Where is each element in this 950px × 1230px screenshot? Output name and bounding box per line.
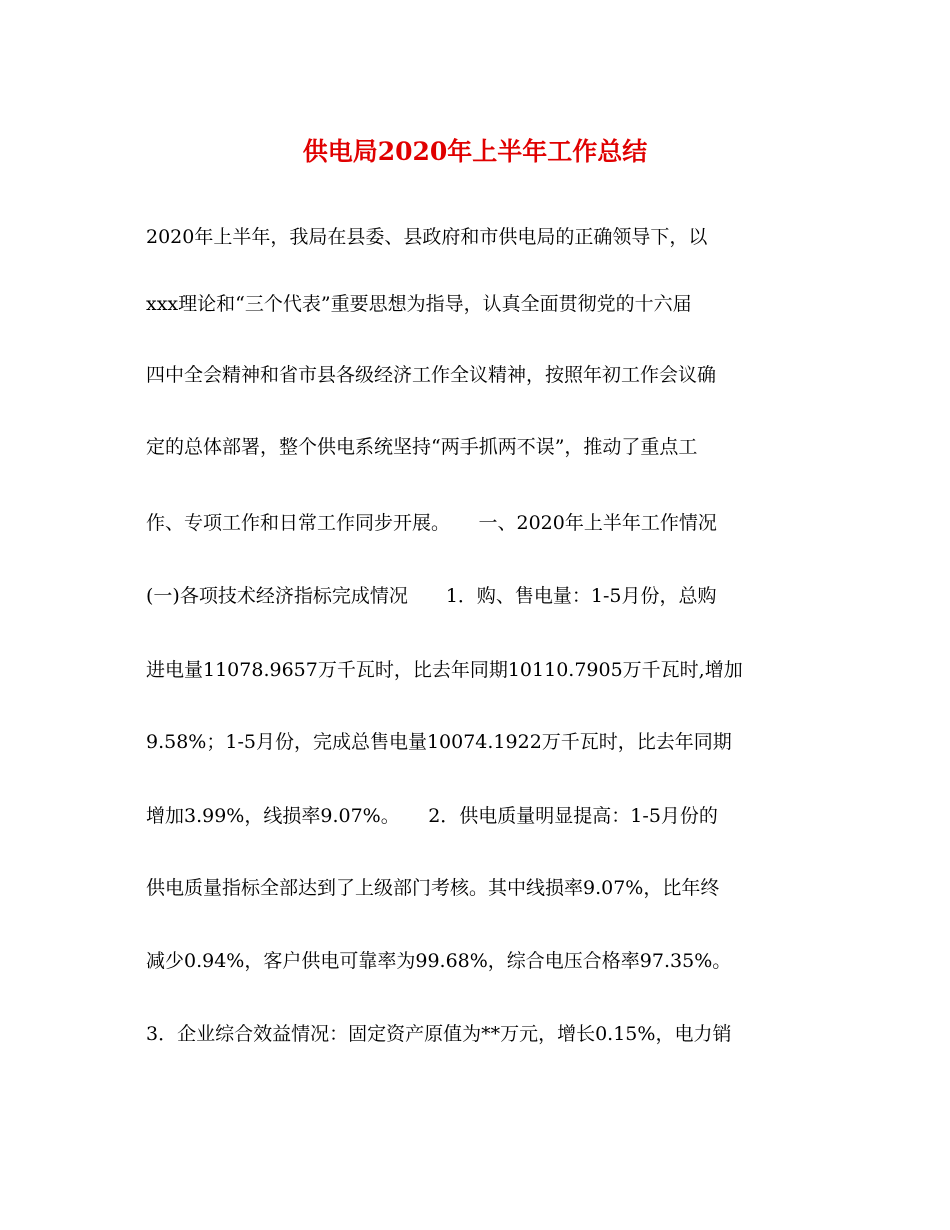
body-line-10: 供电质量指标全部达到了上级部门考核。其中线损率9.07%，比年终 bbox=[146, 877, 720, 899]
body-line-9: 增加3.99%，线损率9.07%。 2．供电质量明显提高：1-5月份的 bbox=[146, 805, 718, 827]
body-line-3: 四中全会精神和省市县各级经济工作全议精神，按照年初工作会议确 bbox=[146, 364, 717, 386]
body-line-1: 2020年上半年，我局在县委、县政府和市供电局的正确领导下，以 bbox=[146, 226, 708, 248]
body-line-8: 9.58%；1-5月份，完成总售电量10074.1922万千瓦时，比去年同期 bbox=[146, 731, 732, 753]
body-line-12: 3．企业综合效益情况：固定资产原值为**万元，增长0.15%，电力销 bbox=[146, 1023, 732, 1045]
body-line-6: (一)各项技术经济指标完成情况 1．购、售电量：1-5月份，总购 bbox=[146, 585, 717, 607]
body-line-11: 减少0.94%，客户供电可靠率为99.68%，综合电压合格率97.35%。 bbox=[146, 950, 732, 972]
body-line-2: xxx理论和“三个代表”重要思想为指导，认真全面贯彻党的十六届 bbox=[146, 293, 692, 315]
body-line-7: 进电量11078.9657万千瓦时，比去年同期10110.7905万千瓦时,增加 bbox=[146, 659, 743, 681]
body-line-5: 作、专项工作和日常工作同步开展。 一、2020年上半年工作情况 bbox=[146, 512, 717, 534]
document-title: 供电局2020年上半年工作总结 bbox=[302, 137, 648, 166]
body-line-4: 定的总体部署，整个供电系统坚持“两手抓两不误”，推动了重点工 bbox=[146, 436, 698, 458]
